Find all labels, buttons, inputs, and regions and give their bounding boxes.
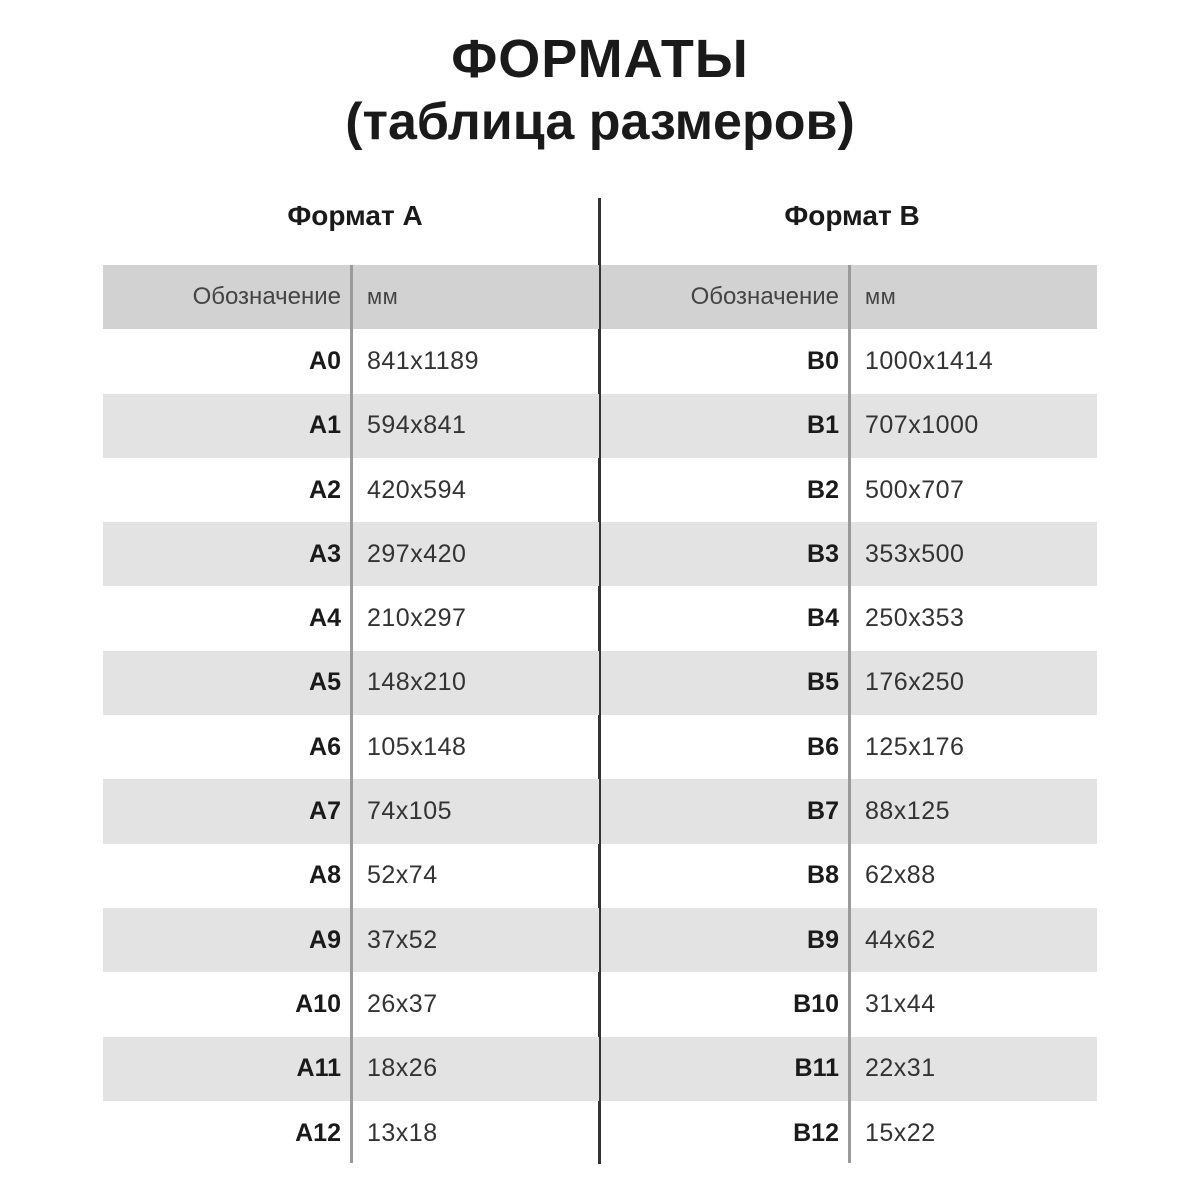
format-code: В9: [807, 925, 839, 954]
format-size: 62x88: [865, 861, 936, 890]
format-size: 841x1189: [367, 346, 479, 375]
format-b-table: [601, 265, 1097, 1165]
format-size: 250x353: [865, 604, 965, 633]
column-header-code: Обозначение: [690, 283, 839, 311]
format-code: А1: [309, 411, 341, 440]
format-code: А5: [309, 668, 341, 697]
format-size: 420x594: [367, 475, 467, 504]
format-size: 22x31: [865, 1054, 936, 1083]
format-code: В8: [807, 861, 839, 890]
column-divider: [848, 265, 851, 1163]
format-size: 125x176: [865, 732, 965, 761]
format-code: В11: [794, 1054, 839, 1083]
format-code: В3: [807, 539, 839, 568]
format-size: 500x707: [865, 475, 965, 504]
format-code: В6: [807, 732, 839, 761]
format-size: 297x420: [367, 539, 467, 568]
format-size: 210x297: [367, 604, 467, 633]
column-header-size: мм: [865, 284, 897, 310]
format-b-heading: Формат В: [784, 200, 920, 231]
format-code: В4: [807, 604, 839, 633]
page-title: ФОРМАТЫ: [451, 29, 749, 89]
format-code: А4: [309, 604, 341, 633]
format-size: 26x37: [367, 989, 438, 1018]
format-code: А7: [309, 797, 341, 826]
format-size: 37x52: [367, 925, 438, 954]
format-size: 105x148: [367, 732, 467, 761]
format-code: В1: [807, 411, 839, 440]
format-size: 13x18: [367, 1118, 438, 1147]
column-divider: [350, 265, 353, 1163]
format-size: 176x250: [865, 668, 965, 697]
format-code: В5: [807, 668, 839, 697]
format-size: 1000x1414: [865, 346, 994, 375]
format-code: А10: [295, 989, 341, 1018]
format-size: 18x26: [367, 1054, 438, 1083]
format-size: 353x500: [865, 539, 965, 568]
column-header-size: мм: [367, 284, 399, 310]
format-code: В0: [807, 346, 839, 375]
format-code: В7: [807, 797, 839, 826]
format-code: В2: [807, 475, 839, 504]
format-size: 74x105: [367, 797, 453, 826]
format-size: 707x1000: [865, 411, 979, 440]
format-code: А6: [309, 732, 341, 761]
format-size: 44x62: [865, 925, 936, 954]
format-code: А3: [309, 539, 341, 568]
format-size: 31x44: [865, 989, 936, 1018]
format-code: В12: [793, 1118, 839, 1147]
format-size: 52x74: [367, 861, 438, 890]
format-size: 594x841: [367, 411, 467, 440]
format-code: А2: [309, 475, 341, 504]
format-size: 148x210: [367, 668, 467, 697]
format-size: 15x22: [865, 1118, 936, 1147]
format-a-heading: Формат А: [287, 200, 423, 231]
format-code: А9: [309, 925, 341, 954]
format-code: В10: [793, 989, 839, 1018]
format-size: 88x125: [865, 797, 951, 826]
format-code: А0: [309, 346, 341, 375]
column-header-code: Обозначение: [192, 283, 341, 311]
page-subtitle: (таблица размеров): [345, 93, 855, 151]
format-a-table: [103, 265, 599, 1165]
format-code: А8: [309, 861, 341, 890]
format-code: А12: [295, 1118, 341, 1147]
format-code: А11: [296, 1054, 341, 1083]
